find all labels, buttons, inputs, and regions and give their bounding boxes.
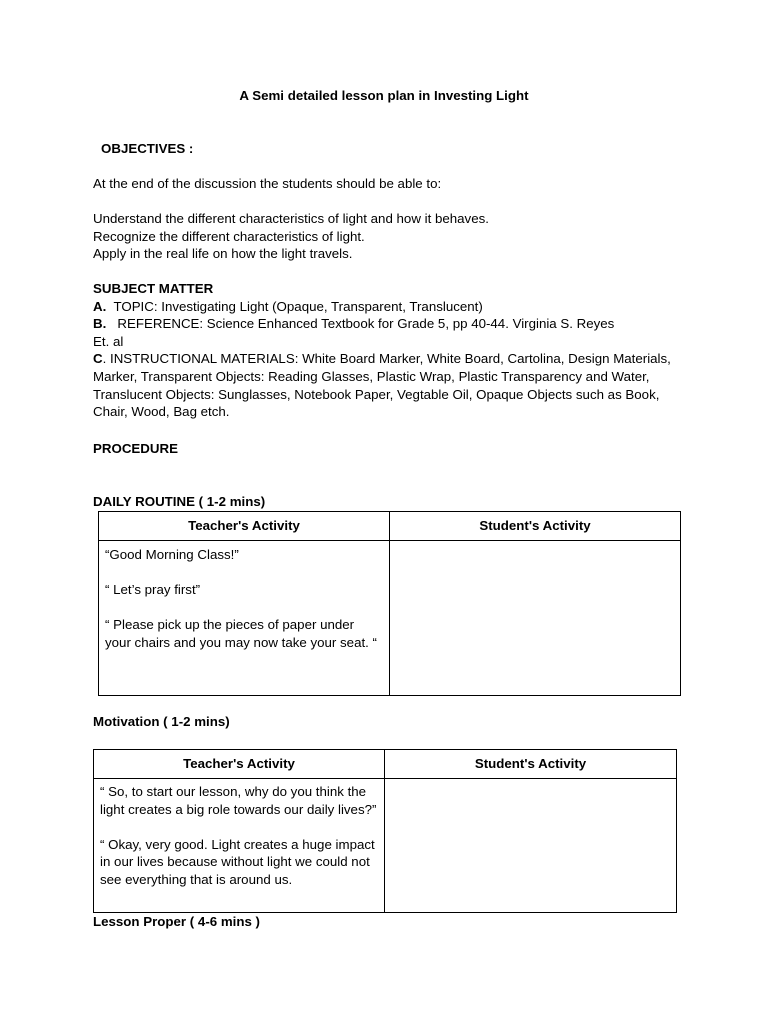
materials-paragraph: [93, 350, 683, 420]
objectives-intro: At the end of the discussion the students should be able to:: [93, 176, 442, 191]
lesson-proper-heading: Lesson Proper ( 4-6 mins ): [93, 914, 260, 929]
objectives-list: [93, 210, 683, 263]
objectives-heading: OBJECTIVES :: [101, 141, 194, 156]
table-header-row: [99, 512, 681, 541]
motivation-heading: Motivation ( 1-2 mins): [93, 714, 230, 729]
student-activity-cell: [385, 779, 677, 913]
topic-text: TOPIC: Investigating Light (Opaque, Transparent, Translucent): [113, 298, 483, 314]
student-activity-header: Student's Activity: [385, 750, 677, 779]
objective-item: Apply in the real life on how the light travels.: [93, 246, 353, 262]
student-activity-header: Student's Activity: [390, 512, 681, 541]
teacher-activity-cell: [94, 779, 385, 913]
teacher-line: “ Okay, very good. Light creates a huge impact in our lives because without light we could not see everything that is around us.: [100, 836, 375, 887]
teacher-line: “ Please pick up the pieces of paper under your chairs and you may now take your seat. “: [105, 617, 377, 650]
reference-marker: B.: [93, 316, 107, 332]
table-row: [94, 779, 677, 913]
teacher-activity-header: Teacher's Activity: [94, 750, 385, 779]
topic-marker: A.: [93, 298, 107, 314]
materials-marker: C: [93, 351, 103, 367]
teacher-line: “ So, to start our lesson, why do you think the light creates a big role towards our daily lives?”: [100, 784, 377, 817]
topic-line: [93, 298, 683, 316]
objective-item: Understand the different characteristics of light and how it behaves.: [93, 211, 489, 226]
teacher-activity-cell: [99, 541, 390, 696]
teacher-activity-header: Teacher's Activity: [99, 512, 390, 541]
motivation-table: [93, 749, 677, 913]
reference-line-continued: Et. al: [93, 333, 124, 349]
reference-text: REFERENCE: Science Enhanced Textbook for Grade 5, pp 40-44. Virginia S. Reyes: [117, 316, 615, 332]
table-header-row: [94, 750, 677, 779]
teacher-line: “ Let’s pray first”: [105, 582, 201, 598]
document-title: A Semi detailed lesson plan in Investing Light: [239, 88, 529, 103]
teacher-line: “Good Morning Class!”: [105, 547, 239, 562]
daily-routine-table: [98, 511, 681, 696]
student-activity-cell: [390, 541, 681, 696]
daily-routine-heading: DAILY ROUTINE ( 1-2 mins): [93, 494, 266, 509]
subject-matter-heading: SUBJECT MATTER: [93, 281, 214, 296]
subject-matter-section: [93, 280, 683, 421]
table-row: [99, 541, 681, 696]
materials-text: . INSTRUCTIONAL MATERIALS: White Board Marker, White Board, Cartolina, Design Materials, Marker, Transparent Objects: Reading Glasses, Plastic Wrap, Plastic Transparency and Water, Translucent Objects: Sunglasses, Notebook Paper, Vegtable Oil, Opaque Objects such as Book, Chair, Wood, Bag etch.: [93, 351, 671, 420]
reference-line: [93, 315, 683, 333]
procedure-heading: PROCEDURE: [93, 441, 178, 456]
objective-item: Recognize the different characteristics of light.: [93, 228, 365, 244]
